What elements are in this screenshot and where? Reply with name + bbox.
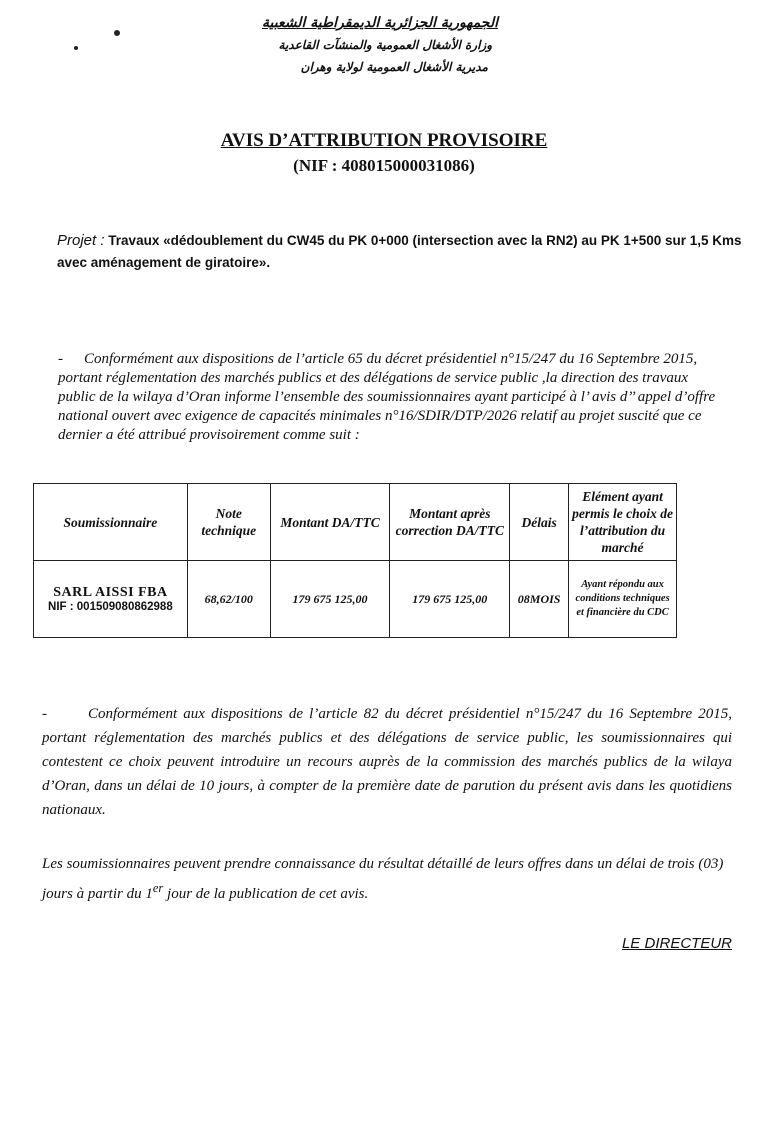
col-header: Montant DA/TTC <box>270 484 390 561</box>
bullet-dash: - <box>42 706 47 722</box>
bidder-name: SARL AISSI FBA <box>53 585 168 600</box>
page-title: AVIS D’ATTRIBUTION PROVISOIRE <box>220 130 548 151</box>
col-header: Elément ayant permis le choix de l’attribution du marché <box>569 484 677 561</box>
paragraph-text-end: jour de la publication de cet avis. <box>163 886 369 902</box>
results-table <box>33 483 677 638</box>
col-header: Montant après correction DA/TTC <box>390 484 510 561</box>
header-directorate: مديرية الأشغال العمومية لولاية وهران <box>300 60 488 74</box>
paragraph-consultation <box>42 852 742 906</box>
speck-mark <box>114 30 120 36</box>
bullet-dash: - <box>58 351 63 367</box>
table-header-row <box>34 484 677 561</box>
signature-title: LE DIRECTEUR <box>621 935 732 952</box>
speck-mark <box>74 46 78 50</box>
cell-montant-corrige: 179 675 125,00 <box>390 561 510 638</box>
cell-delais: 08MOIS <box>510 561 569 638</box>
nif-number: (NIF : 408015000031086) <box>293 156 475 175</box>
project-label: Projet : <box>57 232 105 249</box>
project-description <box>57 230 757 274</box>
cell-montant: 179 675 125,00 <box>270 561 390 638</box>
col-header: Note technique <box>187 484 270 561</box>
paragraph-article-82 <box>42 702 732 822</box>
bidder-nif: NIF : 001509080862988 <box>48 601 173 613</box>
paragraph-text: Conformément aux dispositions de l’article 82 du décret présidentiel n°15/247 du 16 Septembre 2015, portant réglementation des marchés publics et des délégations de service public, les soumissionnaires qui contestent ce choix peuvent introduire un recours auprès de la commission des marchés publics de la wilaya d’Oran, dans un délai de 10 jours, à compter de la première date de parution du présent avis dans les quotidiens nationaux. <box>42 706 732 818</box>
paragraph-text: Conformément aux dispositions de l’article 65 du décret présidentiel n°15/247 du 16 Septembre 2015, portant réglementation des marchés publics et des délégations de service public ,la direction des travaux public de la wilaya d’Oran informe l’ensemble des soumissionnaires ayant participé à l’ avis d’’ appel d’offre national ouvert avec exigence de capacités minimales n°16/SDIR/DTP/2026 relatif au projet suscité que ce dernier a été attribué provisoirement comme suit : <box>58 351 716 443</box>
project-text: Travaux «dédoublement du CW45 du PK 0+000 (intersection avec la RN2) au PK 1+500 sur 1,5 Kms avec aménagement de giratoire». <box>57 233 742 270</box>
paragraph-article-65 <box>58 350 722 445</box>
superscript: er <box>152 881 164 895</box>
paragraph-text: Les soumissionnaires peuvent prendre connaissance du résultat détaillé de leurs offres dans un délai de trois (03) jours à partir du 1 <box>42 856 724 902</box>
header-ministry: وزارة الأشغال العمومية والمنشآت القاعدية <box>278 38 492 52</box>
col-header: Délais <box>510 484 569 561</box>
table-row <box>34 561 677 638</box>
cell-note: 68,62/100 <box>187 561 270 638</box>
header-republic: الجمهورية الجزائرية الديمقراطية الشعبية <box>261 15 498 31</box>
cell-soumissionnaire <box>34 561 188 638</box>
cell-element: Ayant répondu aux conditions techniques et financière du CDC <box>569 561 677 638</box>
col-header: Soumissionnaire <box>34 484 188 561</box>
arabic-header <box>198 12 498 78</box>
